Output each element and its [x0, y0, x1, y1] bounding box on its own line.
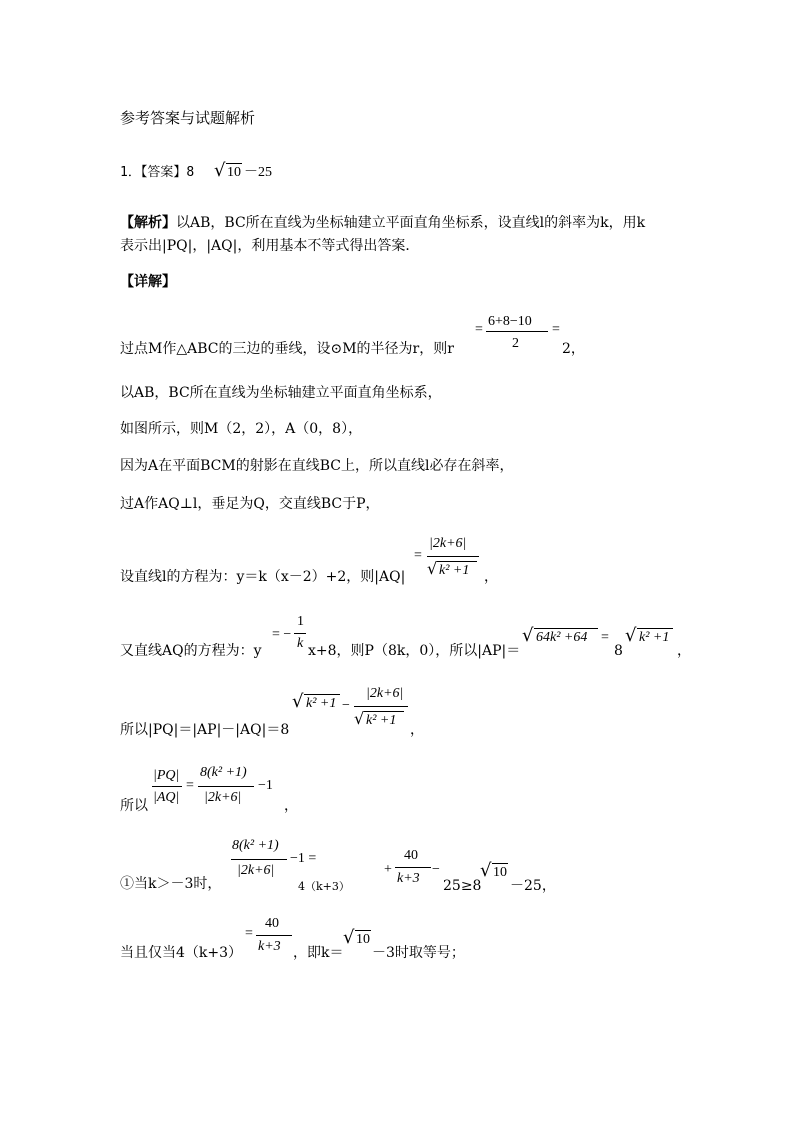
term-25-ge-8: 25≥8 [443, 878, 482, 894]
sqrt-bar-2 [437, 561, 477, 562]
sqrt-symbol-8: √ [343, 927, 355, 948]
term-4k3: 4（k+3） [298, 880, 350, 893]
sqrt-bar-6 [364, 711, 404, 712]
sqrt-bar-4 [637, 628, 673, 629]
fraction-denominator-3: k [297, 636, 304, 651]
detail-line-7-tail: ， [677, 643, 691, 659]
detail-line-4: 因为A在平面BCM的射影在直线BC上，所以直线l必存在斜率， [120, 458, 514, 474]
fraction-numerator-7: 8(k² +1) [232, 838, 279, 853]
radicand-5: k² +1 [306, 696, 337, 711]
detail-line-7-mid: x+8，则P（8k，0），所以|AP|＝ [308, 643, 521, 659]
fraction-numerator-5: |PQ| [153, 768, 180, 783]
radicand-4: k² +1 [639, 630, 670, 645]
sqrt-bar-8 [355, 930, 371, 931]
fraction-bar-2 [427, 556, 479, 557]
eq-sign: = [475, 322, 483, 337]
fraction-bar-4 [354, 706, 408, 707]
sqrt-bar-7 [492, 863, 508, 864]
eq-sign-6: = [245, 926, 253, 941]
fraction-denominator-2: k² +1 [439, 563, 470, 578]
detail-line-3: 如图所示，则M（2，2），A（0，8）， [120, 421, 363, 437]
fraction-denominator-8: k+3 [397, 871, 420, 886]
fraction-bar-5 [152, 786, 182, 787]
detail-line-11-mid: ，即k＝ [293, 945, 344, 961]
detail-line-5: 过A作AQ⊥l，垂足为Q，交直线BC于P， [120, 496, 380, 512]
detail-line-2: 以AB，BC所在直线为坐标轴建立平面直角坐标系， [120, 385, 442, 401]
sqrt-symbol-3: √ [522, 625, 534, 646]
minus-sign-2: − [432, 862, 440, 877]
detail-line-9-tail: ， [284, 798, 298, 814]
fraction-numerator-8: 40 [404, 848, 418, 863]
fraction-bar-6 [198, 786, 254, 787]
fraction-numerator-4: |2k+6| [366, 686, 404, 701]
answer-radicand: 10 [227, 165, 241, 180]
detail-line-9: 所以 [120, 798, 148, 814]
detail-line-11: 当且仅当4（k+3） [120, 945, 243, 961]
radicand-8: 10 [356, 932, 370, 947]
detail-line-8-tail: ， [410, 722, 424, 738]
eq-sign-5: = [186, 778, 194, 793]
sqrt-symbol: √ [214, 160, 226, 181]
answer-tail: －25 [244, 165, 272, 180]
detail-line-6: 设直线l的方程为：y＝k（x－2）+2，则|AQ| [120, 569, 406, 585]
sqrt-bar-5 [304, 694, 340, 695]
analysis-line-2: 表示出|PQ|，|AQ|，利用基本不等式得出答案． [120, 238, 420, 254]
minus-one-eq: −1 = [290, 851, 317, 866]
plus-sign: + [384, 862, 392, 877]
neg-eq-sign: = − [272, 627, 292, 642]
fraction-numerator-6: 8(k² +1) [200, 765, 247, 780]
sqrt-symbol-4: √ [625, 625, 637, 646]
detail-line-10: ①当k＞－3时， [120, 876, 222, 892]
fraction-numerator: 6+8−10 [488, 314, 532, 329]
radicand-7: 10 [493, 865, 507, 880]
page-title: 参考答案与试题解析 [120, 109, 256, 127]
fraction-numerator-2: |2k+6| [429, 536, 467, 551]
detail-line-1-tail: 2， [562, 341, 585, 357]
sqrt-symbol-5: √ [292, 691, 304, 712]
detail-line-1: 过点M作△ABC的三边的垂线，设⊙M的半径为r，则r [120, 341, 454, 357]
eq-sign-3: = [414, 548, 422, 563]
analysis-line-1 [120, 214, 645, 231]
analysis-text-1: 以AB，BC所在直线为坐标轴建立平面直角坐标系，设直线l的斜率为k，用k [176, 215, 646, 231]
fraction-denominator-4: k² +1 [366, 713, 397, 728]
detail-line-11-tail: －3时取等号； [372, 945, 465, 961]
fraction-numerator-9: 40 [265, 916, 279, 931]
sqrt-symbol-6: √ [354, 709, 365, 728]
sqrt-symbol-2: √ [427, 559, 438, 578]
fraction-numerator-3: 1 [297, 614, 304, 629]
detail-line-10-tail: －25， [510, 878, 556, 894]
fraction-bar [486, 331, 548, 332]
fraction-denominator-9: k+3 [258, 939, 281, 954]
detail-line-8: 所以|PQ|＝|AP|－|AQ|＝8 [120, 722, 290, 738]
radicand-3: 64k² +64 [536, 630, 588, 645]
fraction-bar-9 [256, 935, 292, 936]
fraction-denominator-5: |AQ| [153, 790, 180, 805]
coeff-8: 8 [614, 643, 623, 659]
detail-line-7: 又直线AQ的方程为：y [120, 643, 262, 659]
fraction-bar-3 [294, 633, 306, 634]
detail-line-6-tail: ， [484, 569, 498, 585]
sqrt-symbol-7: √ [480, 860, 492, 881]
eq-sign-2: = [552, 322, 560, 337]
analysis-tag: 【解析】 [120, 214, 176, 230]
fraction-denominator: 2 [512, 336, 519, 351]
answer-label: 1．【答案】8 [120, 165, 195, 180]
fraction-denominator-6: |2k+6| [204, 790, 242, 805]
eq-sign-4: = [601, 630, 609, 645]
sqrt-bar-3 [534, 628, 598, 629]
answer-line [120, 165, 194, 181]
detail-tag: 【详解】 [120, 273, 176, 289]
minus-sign: − [342, 698, 350, 713]
sqrt-bar [226, 163, 242, 164]
fraction-bar-8 [395, 867, 431, 868]
fraction-denominator-7: |2k+6| [237, 863, 275, 878]
fraction-bar-7 [231, 859, 287, 860]
minus-one: −1 [258, 778, 273, 793]
